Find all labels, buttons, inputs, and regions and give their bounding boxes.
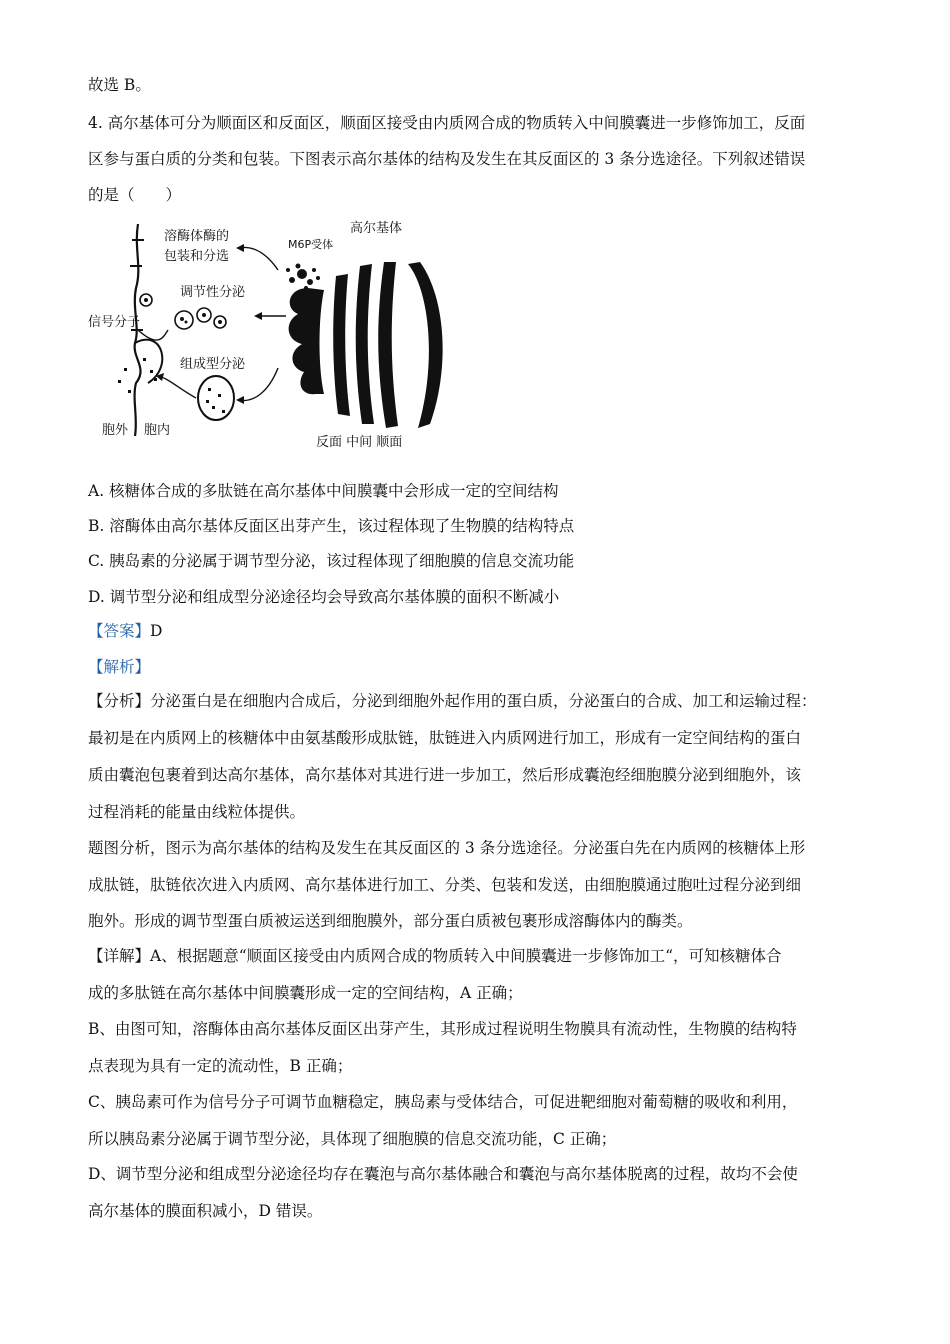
detail-label: 【详解】 bbox=[88, 947, 151, 965]
golgi-figure bbox=[88, 218, 460, 450]
secreted-dots bbox=[118, 358, 157, 393]
detail-line-1 bbox=[88, 945, 782, 967]
question-line-3: 的是（ ） bbox=[88, 186, 182, 204]
constitutive-vesicle bbox=[198, 376, 234, 420]
detail-line-8: 高尔基体的膜面积减小，D 错误。 bbox=[88, 1202, 323, 1220]
detail-line-5: C、胰岛素可作为信号分子可调节血糖稳定，胰岛素与受体结合，可促进靶细胞对葡萄糖的吸收和利用， bbox=[88, 1093, 798, 1111]
detail-line-2: 成的多肽链在高尔基体中间膜囊形成一定的空间结构，A 正确； bbox=[88, 984, 523, 1002]
extracellular-label: 胞外 bbox=[102, 423, 129, 438]
answer-tag: 【答案】 bbox=[88, 622, 151, 640]
regulated-secretion-label: 调节性分泌 bbox=[180, 285, 246, 300]
analysis-line-7: 胞外。形成的调节型蛋白质被运送到细胞膜外，部分蛋白质被包裹形成溶酶体内的酶类。 bbox=[88, 912, 693, 930]
golgi-title-label: 高尔基体 bbox=[350, 221, 403, 236]
detail-text-1: A、根据题意“顺面区接受由内质网合成的物质转入中间膜囊进一步修饰加工“，可知核糖体合 bbox=[150, 947, 782, 965]
golgi-diagram bbox=[88, 218, 460, 450]
detail-line-6: 所以胰岛素分泌属于调节型分泌，具体现了细胞膜的信息交流功能，C 正确； bbox=[88, 1130, 617, 1148]
option-c: C. 胰岛素的分泌属于调节型分泌，该过程体现了细胞膜的信息交流功能 bbox=[88, 552, 575, 570]
question-number: 4. bbox=[88, 114, 103, 132]
golgi-regions-label: 反面 中间 顺面 bbox=[316, 435, 403, 450]
golgi-cisternae bbox=[289, 262, 443, 428]
signal-molecule-label: 信号分子 bbox=[88, 315, 141, 330]
analysis-label: 【分析】 bbox=[88, 692, 151, 710]
option-d: D. 调节型分泌和组成型分泌途径均会导致高尔基体膜的面积不断减小 bbox=[88, 588, 560, 606]
analysis-line-3: 质由囊泡包裹着到达高尔基体，高尔基体对其进行进一步加工，然后形成囊泡经细胞膜分泌到细胞外，该 bbox=[88, 766, 802, 784]
analysis-line-6: 成肽链，肽链依次进入内质网、高尔基体进行加工、分类、包装和发送，由细胞膜通过胞吐过程分泌到细 bbox=[88, 876, 802, 894]
analysis-line-5: 题图分析，图示为高尔基体的结构及发生在其反面区的 3 条分选途径。分泌蛋白先在内质网的核糖体上形 bbox=[88, 839, 806, 857]
answer-line bbox=[88, 620, 162, 642]
analysis-line-1 bbox=[88, 690, 817, 712]
question-text-1: 高尔基体可分为顺面区和反面区，顺面区接受由内质网合成的物质转入中间膜囊进一步修饰加工，反面 bbox=[107, 114, 806, 132]
m6p-receptor-label: M6P受体 bbox=[288, 238, 334, 251]
lysosome-label-2: 包装和分选 bbox=[164, 249, 230, 264]
detail-line-3: B、由图可知，溶酶体由高尔基体反面区出芽产生，其形成过程说明生物膜具有流动性，生物膜的结构特 bbox=[88, 1020, 797, 1038]
option-a: A. 核糖体合成的多肽链在高尔基体中间膜囊中会形成一定的空间结构 bbox=[88, 482, 559, 500]
lysosome-label-1: 溶酶体酶的 bbox=[164, 229, 230, 244]
analysis-line-2: 最初是在内质网上的核糖体中由氨基酸形成肽链，肽链进入内质网进行加工，形成有一定空间结构的蛋白 bbox=[88, 729, 802, 747]
question-line-1 bbox=[88, 112, 805, 134]
previous-conclusion: 故选 B。 bbox=[88, 76, 151, 94]
analysis-line-4: 过程消耗的能量由线粒体提供。 bbox=[88, 803, 306, 821]
detail-line-7: D、调节型分泌和组成型分泌途径均存在囊泡与高尔基体融合和囊泡与高尔基体脱离的过程，故均不会使 bbox=[88, 1165, 798, 1183]
analysis-tag: 【解析】 bbox=[88, 658, 151, 676]
detail-line-4: 点表现为具有一定的流动性，B 正确； bbox=[88, 1057, 353, 1075]
answer-value: D bbox=[150, 622, 163, 640]
intracellular-label: 胞内 bbox=[144, 423, 171, 438]
question-line-2: 区参与蛋白质的分类和包装。下图表示高尔基体的结构及发生在其反面区的 3 条分选途径。下列叙述错误 bbox=[88, 150, 806, 168]
constitutive-secretion-label: 组成型分泌 bbox=[180, 357, 246, 372]
analysis-text-1: 分泌蛋白是在细胞内合成后，分泌到细胞外起作用的蛋白质，分泌蛋白的合成、加工和运输过程： bbox=[150, 692, 817, 710]
option-b: B. 溶酶体由高尔基体反面区出芽产生，该过程体现了生物膜的结构特点 bbox=[88, 517, 575, 535]
m6p-receptor-cluster bbox=[286, 264, 320, 291]
